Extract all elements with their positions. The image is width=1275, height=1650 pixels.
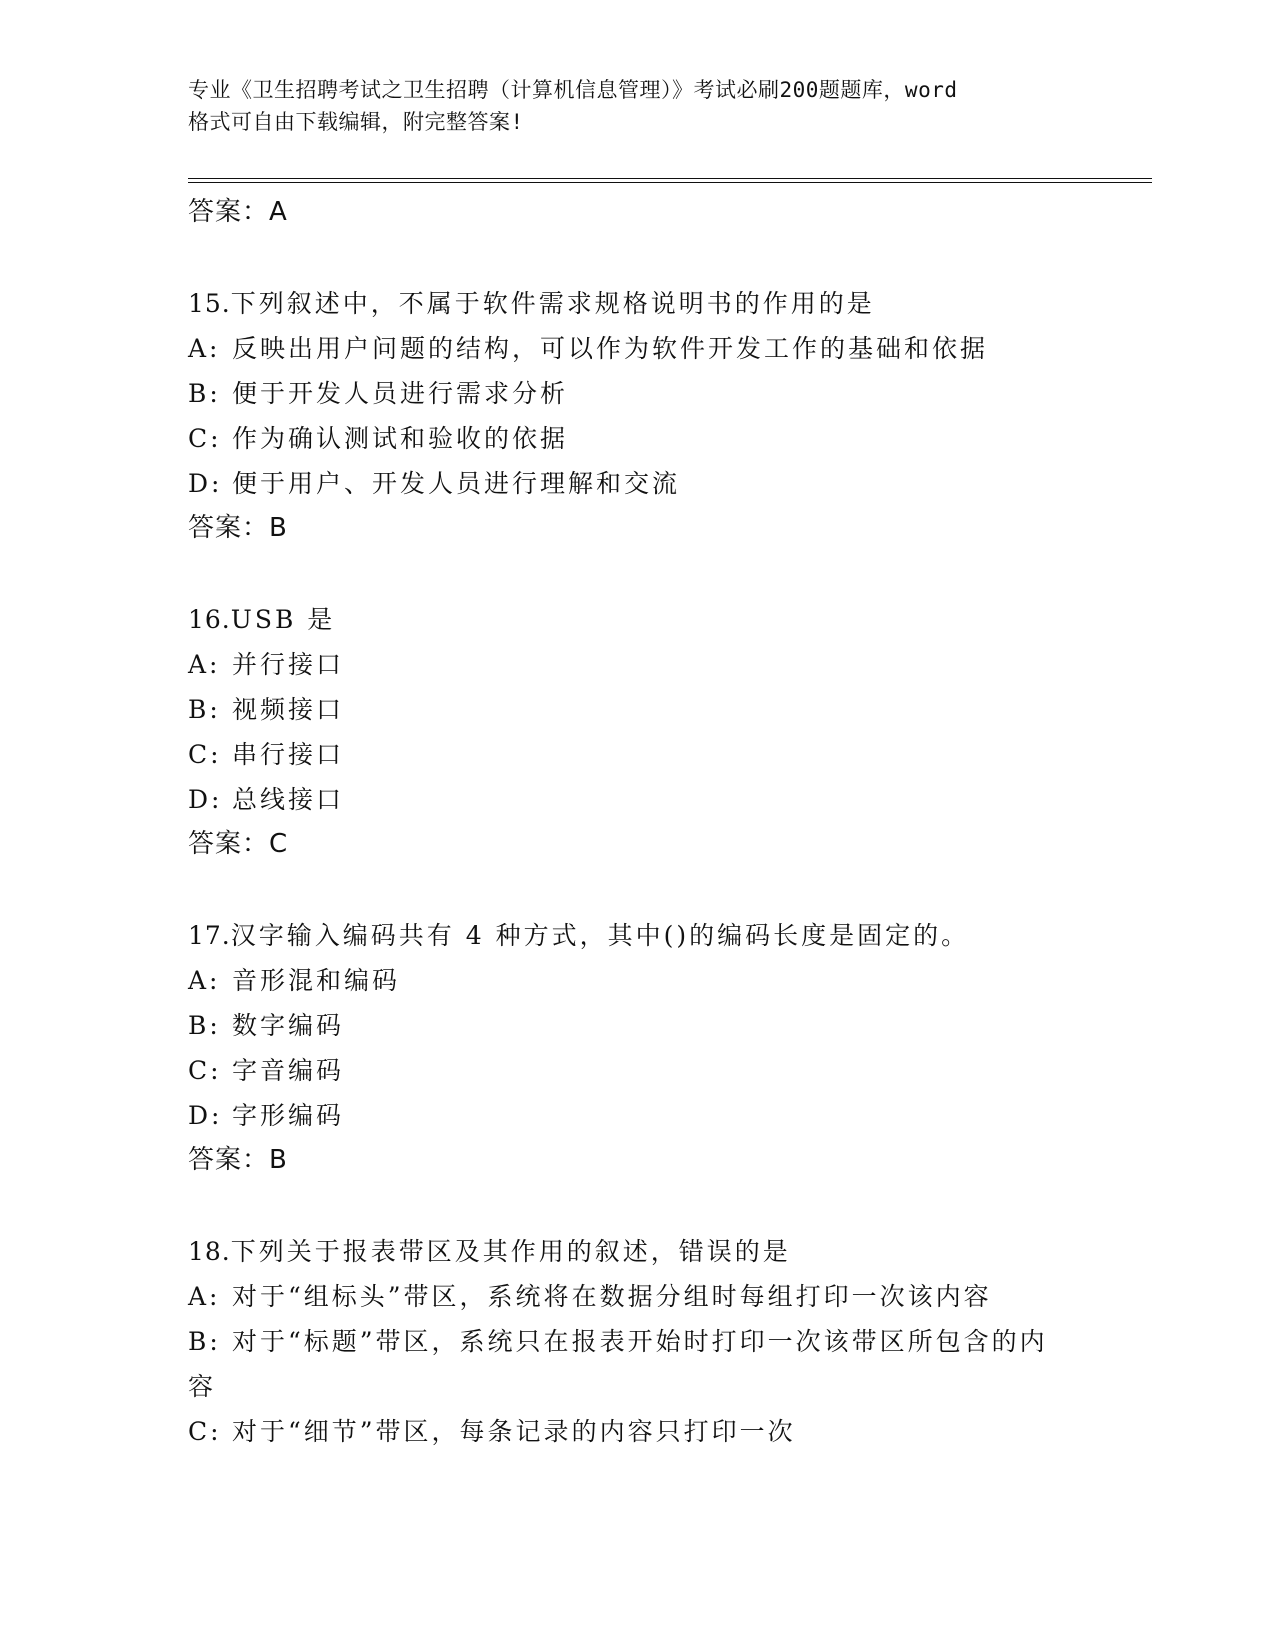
option-key: B:	[188, 1327, 221, 1356]
option-key: B:	[188, 695, 221, 724]
header-line-1: 专业《卫生招聘考试之卫生招聘（计算机信息管理）》考试必刷200题题库，word	[188, 78, 958, 102]
question-17	[188, 913, 1152, 1182]
header-divider-top	[188, 178, 1152, 179]
option-b	[188, 1319, 1068, 1409]
question-text: 下列叙述中，不属于软件需求规格说明书的作用的是	[230, 289, 875, 318]
question-stem	[188, 913, 1152, 958]
option-key: D:	[188, 785, 223, 814]
option-key: A:	[188, 966, 221, 995]
option-text: 便于用户、开发人员进行理解和交流	[232, 469, 681, 498]
option-b	[188, 1003, 1152, 1048]
option-key: B:	[188, 379, 221, 408]
option-text: 便于开发人员进行需求分析	[232, 379, 569, 408]
option-text: 对于“标题”带区，系统只在报表开始时打印一次该带区所包含的内容	[188, 1327, 1048, 1401]
option-key: C:	[188, 1417, 222, 1446]
option-b	[188, 687, 1152, 732]
answer-value: C	[269, 829, 289, 859]
question-text: 下列关于报表带区及其作用的叙述，错误的是	[230, 1237, 791, 1266]
option-text: 总线接口	[232, 785, 345, 814]
document-header	[188, 74, 1088, 138]
answer-label: 答案：	[188, 513, 270, 543]
question-number: 18.	[188, 1237, 231, 1266]
option-a	[188, 326, 1152, 371]
answer-label: 答案：	[188, 1145, 270, 1175]
option-text: 对于“细节”带区，每条记录的内容只打印一次	[232, 1417, 796, 1446]
option-c	[188, 732, 1152, 777]
option-key: B:	[188, 1011, 221, 1040]
option-text: 音形混和编码	[232, 966, 401, 995]
answer-line	[188, 822, 1152, 866]
option-text: 作为确认测试和验收的依据	[232, 424, 569, 453]
option-text: 并行接口	[232, 650, 345, 679]
option-text: 串行接口	[232, 740, 345, 769]
questions-content	[188, 190, 1152, 1501]
option-key: D:	[188, 1101, 223, 1130]
option-c	[188, 1048, 1152, 1093]
question-text: 汉字输入编码共有 4 种方式，其中()的编码长度是固定的。	[230, 921, 970, 950]
option-key: D:	[188, 469, 223, 498]
question-text: USB 是	[230, 605, 336, 634]
option-text: 反映出用户问题的结构，可以作为软件开发工作的基础和依据	[232, 334, 989, 363]
option-text: 字音编码	[232, 1056, 345, 1085]
option-text: 对于“组标头”带区，系统将在数据分组时每组打印一次该内容	[232, 1282, 992, 1311]
answer-value: B	[269, 1145, 288, 1175]
option-a	[188, 958, 1152, 1003]
header-line-2: 格式可自由下载编辑，附完整答案!	[188, 110, 524, 134]
option-c	[188, 1409, 1152, 1454]
question-stem	[188, 281, 1152, 326]
header-divider-bottom	[188, 182, 1152, 183]
option-key: A:	[188, 1282, 221, 1311]
answer-line	[188, 1138, 1152, 1182]
answer-label: 答案：	[188, 197, 270, 227]
option-key: A:	[188, 334, 221, 363]
option-key: A:	[188, 650, 221, 679]
answer-value: A	[269, 197, 288, 227]
option-d	[188, 777, 1152, 822]
option-d	[188, 461, 1152, 506]
option-text: 视频接口	[232, 695, 345, 724]
option-a	[188, 642, 1152, 687]
answer-line	[188, 506, 1152, 550]
answer-line	[188, 190, 1152, 234]
answer-value: B	[269, 513, 288, 543]
option-a	[188, 1274, 1152, 1319]
option-c	[188, 416, 1152, 461]
question-number: 17.	[188, 921, 231, 950]
question-18	[188, 1229, 1152, 1454]
option-key: C:	[188, 424, 222, 453]
option-key: C:	[188, 740, 222, 769]
question-number: 16.	[188, 605, 231, 634]
option-text: 数字编码	[232, 1011, 345, 1040]
question-stem	[188, 597, 1152, 642]
question-15	[188, 281, 1152, 550]
question-stem	[188, 1229, 1152, 1274]
option-b	[188, 371, 1152, 416]
option-text: 字形编码	[232, 1101, 345, 1130]
option-key: C:	[188, 1056, 222, 1085]
answer-label: 答案：	[188, 829, 270, 859]
question-16	[188, 597, 1152, 866]
option-d	[188, 1093, 1152, 1138]
question-number: 15.	[188, 289, 231, 318]
